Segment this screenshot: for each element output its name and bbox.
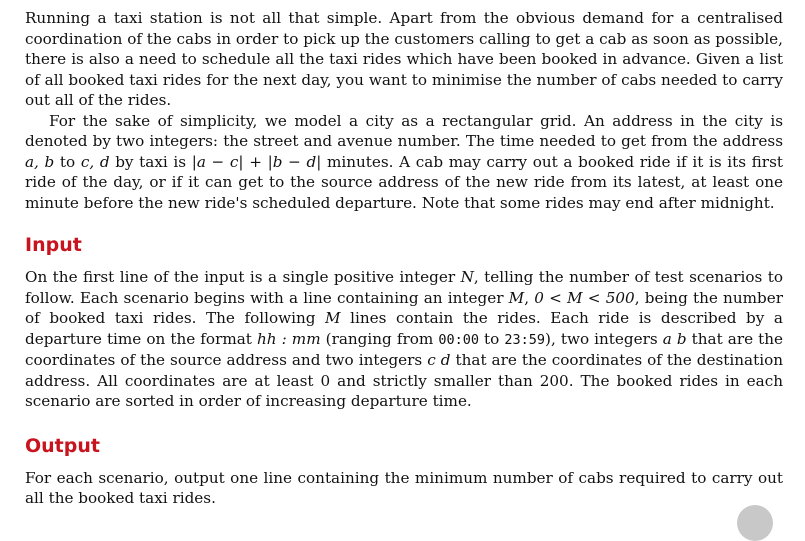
intro-text: For the sake of simplicity, we model a city as a rectangular grid. An address in the city is denoted by two integers: the street and avenue number. The time needed to get from the address [25, 111, 783, 150]
intro-text: minutes. A cab may carry out a booked ride if it is its first ride of the day, or if it can get to the source address of the new ride from its latest, at least one minute before the new ride's scheduled departure. Note that some rides may end after midnight. [25, 152, 783, 212]
math-M: M [325, 309, 341, 327]
math-N: N [460, 268, 474, 286]
problem-statement [25, 8, 783, 509]
input-text: , telling the number of test scenarios to follow. Each scenario begins with a line containing an integer [25, 268, 783, 307]
math-source-address: a, b [25, 152, 55, 171]
math-destination-address: c, d [80, 152, 110, 171]
code-max-time: 23:59 [504, 331, 546, 348]
code-min-time: 00:00 [438, 331, 479, 348]
input-text: , [524, 288, 535, 307]
input-text: , being the number of booked taxi rides. The following [25, 288, 783, 327]
input-heading: Input [25, 234, 82, 256]
input-text: ), two integers [545, 329, 663, 348]
math-M-range: 0 < M < 500 [534, 288, 635, 307]
input-text: that are the coordinates of the source address and two integers [25, 329, 784, 369]
output-heading: Output [25, 434, 100, 457]
math-destination-coords: c d [427, 351, 451, 369]
math-source-coords: a b [662, 329, 687, 348]
intro-paragraph-1: Running a taxi station is not all that simple. Apart from the obvious demand for a centralised coordination of the cabs in order to pick up the customers calling to get a cab as soon as possible, there is also a need to schedule all the taxi rides which have been booked in advance. Given a list of all booked taxi rides for the next day, you want to minimise the number of cabs needed to carry out all of the rides. [25, 9, 783, 109]
math-M: M [508, 288, 525, 307]
scroll-indicator[interactable] [737, 505, 773, 541]
math-distance-formula: |a − c| + |b − d| [191, 152, 322, 171]
input-paragraph [25, 267, 783, 412]
input-text: On the first line of the input is a single positive integer [25, 268, 461, 286]
intro-paragraph-2 [25, 111, 783, 214]
output-paragraph: For each scenario, output one line containing the minimum number of cabs required to carry out all the booked taxi rides. [25, 468, 783, 507]
intro-text: to [54, 152, 81, 171]
math-time-format: hh : mm [256, 329, 321, 348]
input-text: lines contain the rides. Each ride is described by a departure time on the format [25, 309, 783, 348]
input-text: that are the coordinates of the destination address. All coordinates are at least 0 and strictly smaller than 200. The booked rides in each scenario are sorted in order of increasing departure time. [25, 351, 783, 410]
input-text: (ranging from [320, 329, 439, 348]
intro-text: by taxi is [109, 152, 192, 171]
input-text: to [478, 329, 505, 348]
